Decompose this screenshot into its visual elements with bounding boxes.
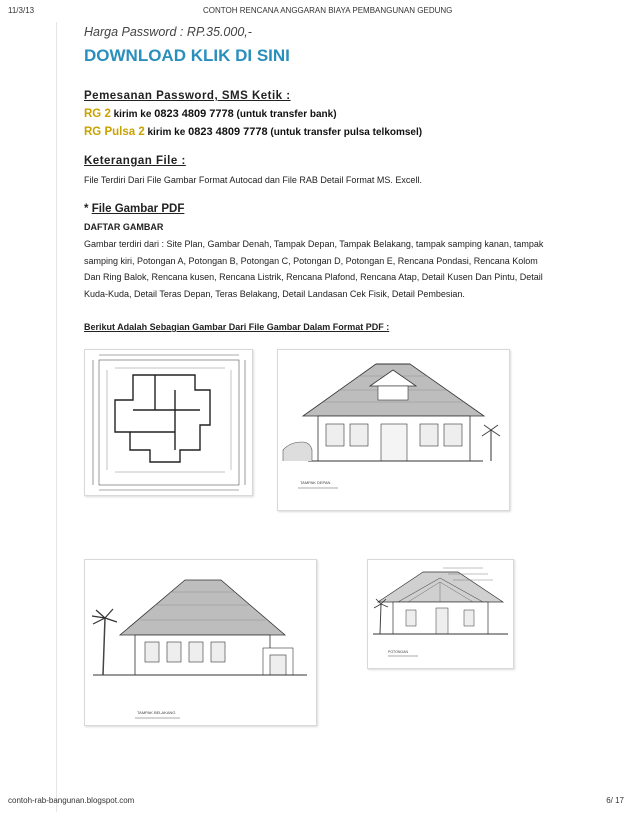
download-link[interactable]: DOWNLOAD KLIK DI SINI bbox=[84, 46, 290, 65]
section-image bbox=[367, 559, 514, 669]
rear-elevation-image bbox=[84, 559, 317, 726]
daftar-paragraph: Gambar terdiri dari : Site Plan, Gambar Denah, Tampak Depan, Tampak Belakang, tampak samping kanan, tampak samping kiri, Potongan A, Potongan B, Potongan C, Potongan D, Potongan E, Rencana Pondasi, Rencana Kolom Dan Ring Balok, Rencana kusen, Rencana Listrik, Rencana Plafond, Rencana Atap, Detail Kusen Dan Pintu, Detail Kuda-Kuda, Detail Teras Depan, Teras Belakang, Detail Landasan Cek Fisik, Detail Pembesian. bbox=[84, 239, 544, 300]
rear-elevation-label: TAMPAK BELAKANG bbox=[137, 710, 176, 715]
keterangan-text: File Terdiri Dari File Gambar Format Autocad dan File RAB Detail Format MS. Excell. bbox=[84, 175, 422, 185]
keterangan-heading: Keterangan File : bbox=[84, 155, 186, 167]
rgpulsa-number: 0823 4809 7778 bbox=[188, 126, 268, 138]
rgpulsa-note: (untuk transfer pulsa telkomsel) bbox=[270, 127, 423, 138]
daftar-heading: DAFTAR GAMBAR bbox=[84, 222, 164, 232]
file-gambar-label[interactable]: File Gambar PDF bbox=[91, 203, 185, 215]
rgpulsa-tag: RG Pulsa 2 bbox=[84, 126, 145, 138]
footer-site[interactable]: contoh-rab-bangunan.blogspot.com bbox=[8, 796, 135, 805]
rgpulsa-kirim: kirim ke bbox=[147, 127, 186, 138]
file-gambar-star: * bbox=[84, 203, 89, 215]
rg2-note: (untuk transfer bank) bbox=[236, 109, 337, 120]
section-label: POTONGAN bbox=[388, 650, 408, 654]
rg2-line bbox=[84, 108, 337, 120]
berikut-heading: Berikut Adalah Sebagian Gambar Dari File Gambar Dalam Format PDF : bbox=[84, 322, 390, 332]
floor-plan-image bbox=[84, 349, 253, 496]
sms-heading: Pemesanan Password, SMS Ketik : bbox=[84, 90, 291, 102]
header-date: 11/3/13 bbox=[8, 6, 35, 15]
rg2-kirim: kirim ke bbox=[113, 109, 152, 120]
rgpulsa-line bbox=[84, 126, 422, 138]
footer-page: 6/ 17 bbox=[606, 796, 624, 805]
front-elevation-label: TAMPAK DEPAN bbox=[300, 480, 331, 485]
rg2-tag: RG 2 bbox=[84, 108, 111, 120]
rg2-number: 0823 4809 7778 bbox=[154, 108, 234, 120]
price-text: Harga Password : RP.35.000,- bbox=[84, 25, 252, 39]
header-title: CONTOH RENCANA ANGGARAN BIAYA PEMBANGUNAN GEDUNG bbox=[203, 6, 453, 15]
file-gambar-heading bbox=[84, 203, 184, 215]
margin-line bbox=[56, 22, 57, 812]
front-elevation-image bbox=[277, 349, 510, 511]
